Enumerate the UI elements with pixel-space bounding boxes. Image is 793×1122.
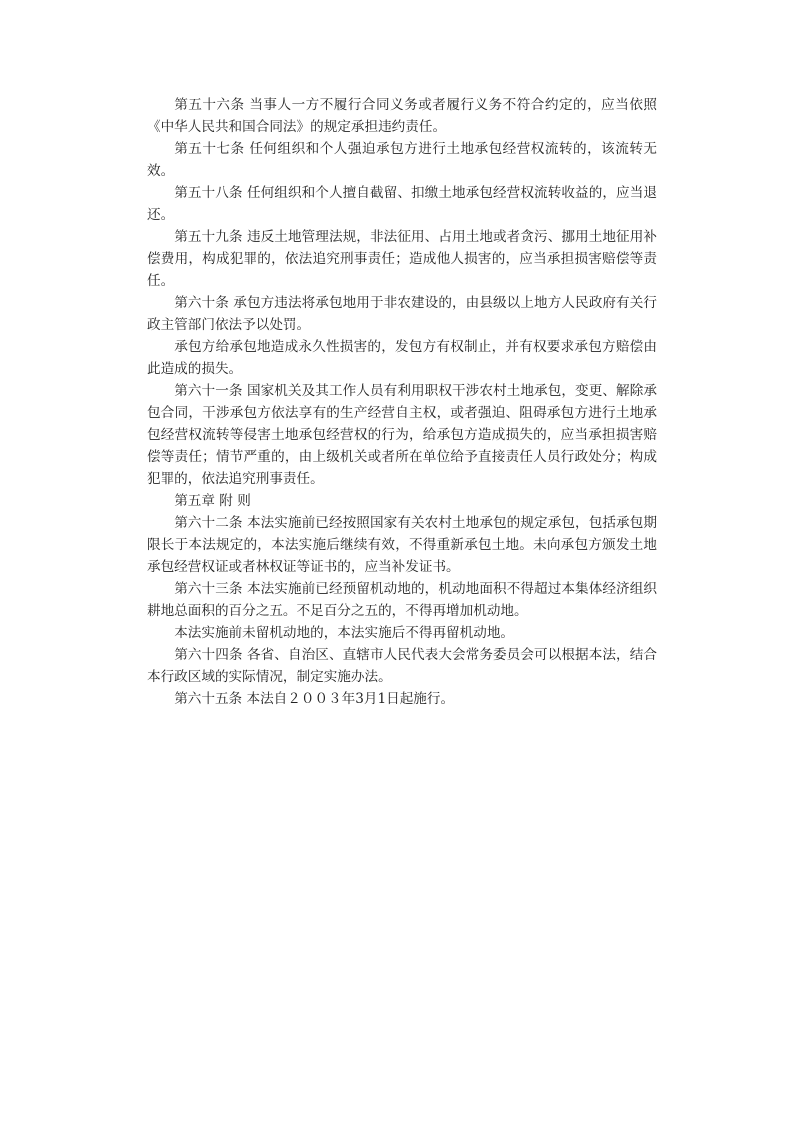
article-63: 第六十三条 本法实施前已经预留机动地的，机动地面积不得超过本集体经济组织耕地总面积的百分之五。不足百分之五的，不得再增加机动地。 xyxy=(147,581,657,619)
article-56: 第五十六条 当事人一方不履行合同义务或者履行义务不符合约定的，应当依照《中华人民共和国合同法》的规定承担违约责任。 xyxy=(147,97,657,135)
article-62: 第六十二条 本法实施前已经按照国家有关农村土地承包的规定承包，包括承包期限长于本法规定的，本法实施后继续有效，不得重新承包土地。未向承包方颁发土地承包经营权证或者林权证等证书的，应当补发证书。 xyxy=(147,515,657,575)
article-64: 第六十四条 各省、自治区、直辖市人民代表大会常务委员会可以根据本法，结合本行政区域的实际情况，制定实施办法。 xyxy=(147,647,657,685)
article-60: 第六十条 承包方违法将承包地用于非农建设的，由县级以上地方人民政府有关行政主管部门依法予以处罚。 xyxy=(147,295,657,333)
article-61: 第六十一条 国家机关及其工作人员有利用职权干涉农村土地承包，变更、解除承包合同，干涉承包方依法享有的生产经营自主权，或者强迫、阻碍承包方进行土地承包经营权流转等侵害土地承包经营权的行为，给承包方造成损失的，应当承担损害赔偿等责任；情节严重的，由上级机关或者所在单位给予直接责任人员行政处分；构成犯罪的，依法追究刑事责任。 xyxy=(147,383,657,487)
article-65: 第六十五条 本法自２００３年3月1日起施行。 xyxy=(174,691,455,707)
article-57: 第五十七条 任何组织和个人强迫承包方进行土地承包经营权流转的，该流转无效。 xyxy=(147,141,657,179)
chapter-5-heading: 第五章 附 则 xyxy=(174,493,251,509)
document-body xyxy=(147,94,657,710)
article-59: 第五十九条 违反土地管理法规，非法征用、占用土地或者贪污、挪用土地征用补偿费用，构成犯罪的，依法追究刑事责任；造成他人损害的，应当承担损害赔偿等责任。 xyxy=(147,229,657,289)
article-63-para-2: 本法实施前未留机动地的，本法实施后不得再留机动地。 xyxy=(174,625,515,641)
article-58: 第五十八条 任何组织和个人擅自截留、扣缴土地承包经营权流转收益的，应当退还。 xyxy=(147,185,657,223)
article-60-para-2: 承包方给承包地造成永久性损害的，发包方有权制止，并有权要求承包方赔偿由此造成的损失。 xyxy=(147,339,657,377)
